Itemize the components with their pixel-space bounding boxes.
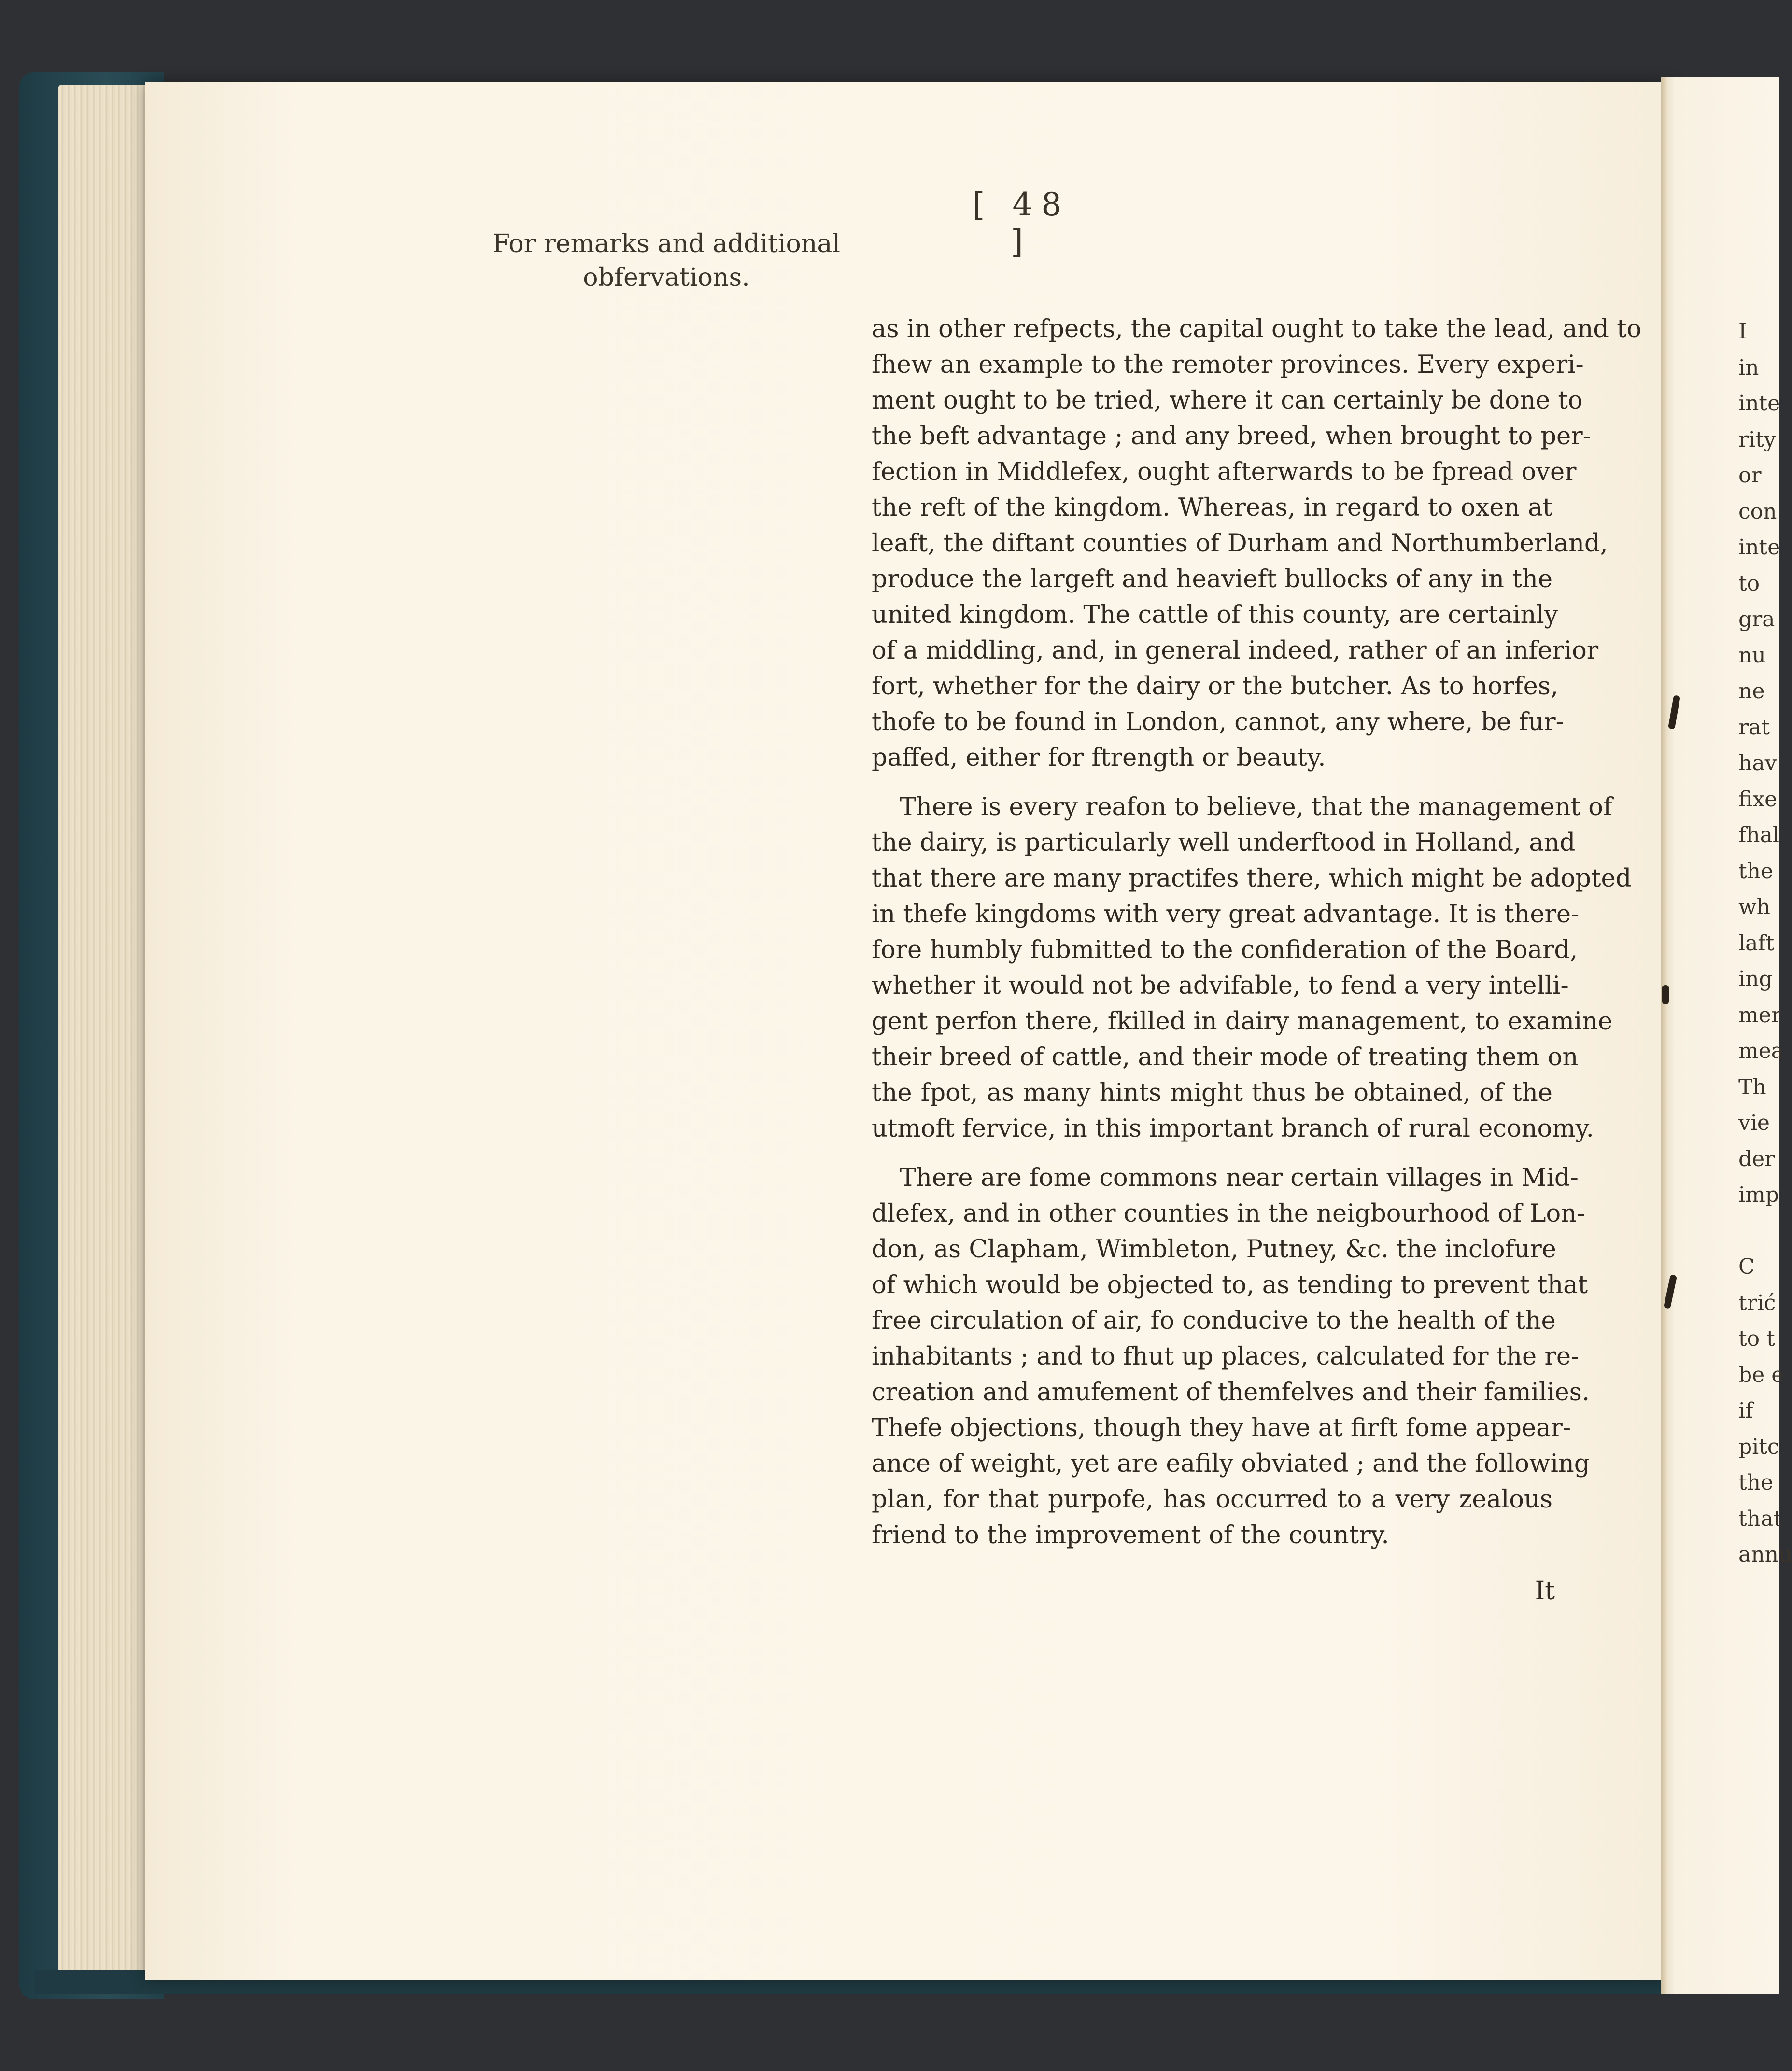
fragment-line: that [1738, 1506, 1782, 1531]
fragment-line: the [1738, 859, 1774, 884]
fragment-line: to t [1738, 1326, 1775, 1351]
fragment-line: the [1738, 1470, 1774, 1495]
fragment-line: mer [1738, 1002, 1781, 1028]
fragment-line: hav [1738, 751, 1777, 775]
text-line: gent perfon there, fkilled in dairy management, to examine [872, 1007, 1613, 1036]
text-line: leaft, the diftant counties of Durham and Northumberland, [872, 529, 1608, 558]
fragment-line: or [1738, 463, 1762, 488]
text-line: ance of weight, yet are eafily obviated ; and the following [872, 1450, 1590, 1478]
fragment-line: be e [1738, 1362, 1784, 1387]
fragment-line: imp [1738, 1183, 1779, 1207]
fragment-line: laft [1738, 930, 1775, 956]
text-line: the dairy, is particularly well underftood in Holland, and [872, 829, 1576, 857]
margin-note: For remarks and additional obfervations. [493, 229, 840, 292]
fragment-line: rity [1738, 427, 1776, 452]
text-line: plan, for that purpofe, has occurred to a very zealous [872, 1485, 1552, 1514]
text-line: fhew an example to the remoter provinces. Every experi- [872, 351, 1584, 379]
fragment-line: C [1738, 1254, 1755, 1279]
fragment-line: mea [1738, 1039, 1784, 1063]
fragment-line: annu [1738, 1542, 1792, 1567]
text-line: that there are many practifes there, which might be adopted [872, 864, 1632, 893]
fragment-line: inte [1738, 535, 1780, 560]
text-line: the beft advantage ; and any breed, when brought to per- [872, 422, 1591, 451]
text-line: their breed of cattle, and their mode of treating them on [872, 1043, 1579, 1071]
page-number: [ 48 ] [972, 186, 1071, 260]
text-line: thofe to be found in London, cannot, any where, be fur- [872, 708, 1564, 736]
text-line: friend to the improvement of the country. [872, 1521, 1389, 1550]
text-line: of a middling, and, in general indeed, rather of an inferior [872, 636, 1599, 665]
text-line: fection in Middlefex, ought afterwards to be fpread over [872, 458, 1577, 486]
text-line: fore humbly fubmitted to the confideration of the Board, [872, 936, 1578, 964]
fragment-line: trić [1738, 1290, 1776, 1315]
fragment-line: rat [1738, 715, 1770, 740]
fragment-line: con [1738, 499, 1777, 524]
right-page-text-fragments [1738, 314, 1792, 1573]
text-line: the fpot, as many hints might thus be obtained, of the [872, 1079, 1552, 1107]
text-line: the reft of the kingdom. Whereas, in regard to oxen at [872, 493, 1552, 522]
text-line: dlefex, and in other counties in the neigbourhood of Lon- [872, 1199, 1585, 1228]
text-line: as in other refpects, the capital ought to take the lead, and to [872, 315, 1642, 343]
text-line: Thefe objections, though they have at firft fome appear- [872, 1414, 1571, 1442]
fragment-line: to [1738, 571, 1760, 596]
text-line: There are fome commons near certain villages in Mid- [900, 1164, 1579, 1192]
paragraph-2 [872, 789, 1632, 1147]
text-line: produce the largeft and heavieft bullocks of any in the [872, 565, 1552, 593]
fragment-line: in [1738, 355, 1759, 380]
text-line: in thefe kingdoms with very great advantage. It is there- [872, 900, 1580, 929]
fragment-line: ing [1738, 967, 1773, 991]
text-line: don, as Clapham, Wimbleton, Putney, &c. the inclofure [872, 1235, 1556, 1264]
fragment-line: if [1738, 1398, 1753, 1423]
text-line: There is every reafon to believe, that the management of [900, 793, 1612, 821]
paragraph-1 [872, 311, 1642, 776]
fragment-line: ne [1738, 679, 1765, 704]
fragment-line: vie [1738, 1111, 1770, 1135]
fragment-line: pitc [1738, 1434, 1779, 1459]
text-line: of which would be objected to, as tending to prevent that [872, 1271, 1588, 1299]
fragment-line: wh [1738, 895, 1770, 919]
text-line: free circulation of air, fo conducive to the health of the [872, 1307, 1556, 1335]
text-line: paffed, either for ftrength or beauty. [872, 744, 1326, 772]
text-line: creation and amufement of themfelves and their families. [872, 1378, 1590, 1407]
text-line: utmoft fervice, in this important branch of rural economy. [872, 1114, 1594, 1143]
fragment-line: Th [1738, 1074, 1766, 1099]
fragment-line: I [1738, 319, 1747, 344]
paragraph-3 [872, 1160, 1590, 1553]
text-line: fort, whether for the dairy or the butcher. As to horfes, [872, 672, 1559, 701]
ink-mark [1662, 985, 1669, 1004]
fragment-line: fhal [1738, 823, 1779, 847]
text-line: inhabitants ; and to fhut up places, calculated for the re- [872, 1342, 1580, 1371]
fragment-line: inte [1738, 391, 1780, 416]
fragment-line: fixe [1738, 787, 1778, 812]
text-line: ment ought to be tried, where it can certainly be done to [872, 386, 1583, 415]
fragment-line: nu [1738, 643, 1766, 668]
catchword: It [1535, 1577, 1555, 1606]
fragment-line: gra [1738, 607, 1775, 632]
fragment-line: der [1738, 1146, 1775, 1171]
fragment-line [1738, 1213, 1779, 1250]
page-body-text [872, 311, 1642, 1567]
text-line: united kingdom. The cattle of this county, are certainly [872, 601, 1558, 629]
text-line: whether it would not be advifable, to fend a very intelli- [872, 972, 1569, 1000]
page-gutter [1661, 77, 1668, 1994]
